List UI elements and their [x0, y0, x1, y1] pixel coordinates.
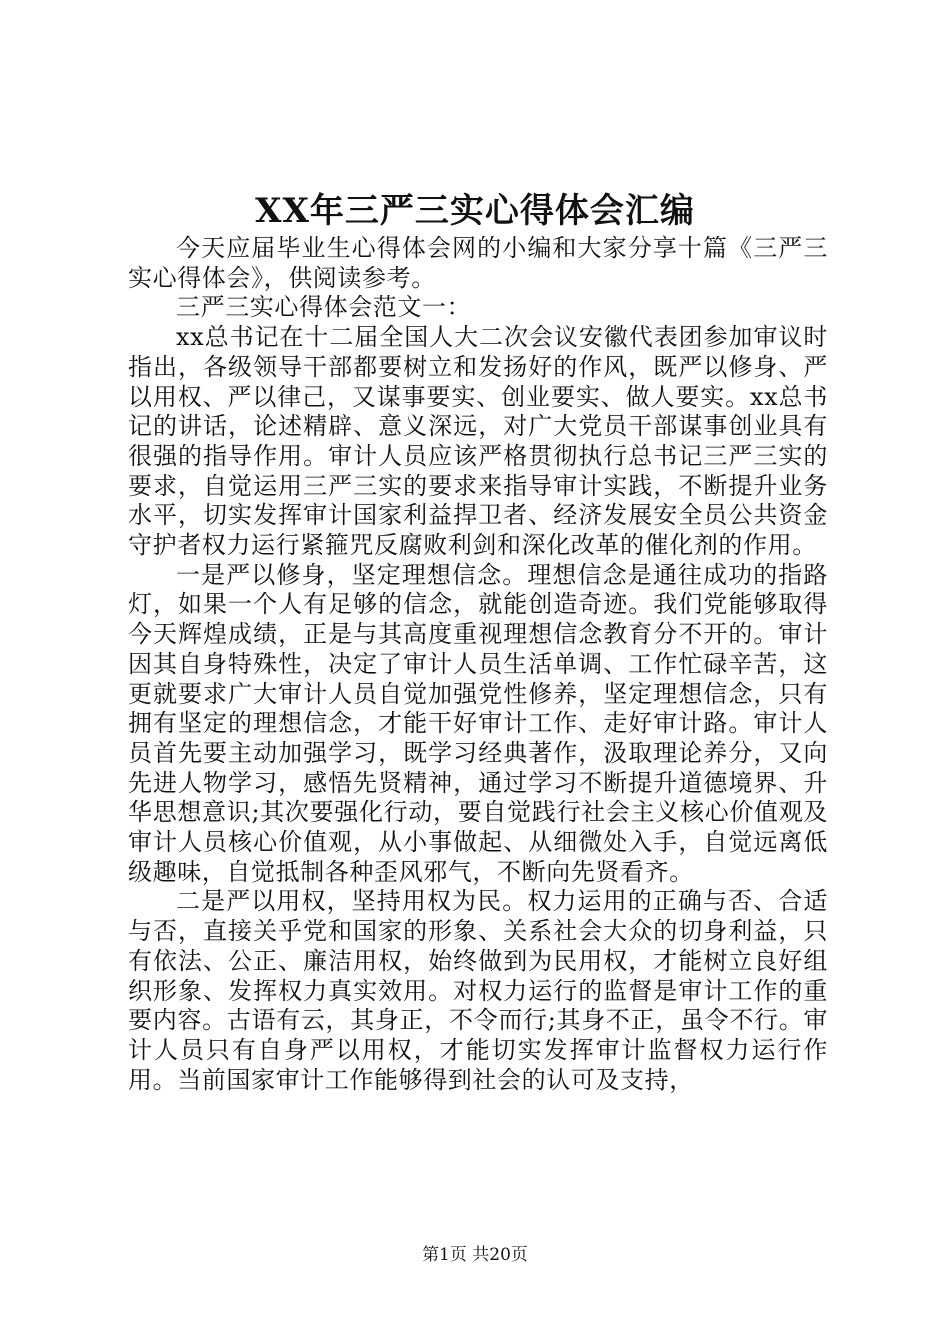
paragraph-body-3: 二是严以用权，坚持用权为民。权力运用的正确与否、合适与否，直接关乎党和国家的形象、关系社会大众的切身利益，只有依法、公正、廉洁用权，始终做到为民用权，才能树立良好组织形象、发挥权力真实效用。对权力运行的监督是审计工作的重要内容。古语有云，其身正，不令而行;其身不正，虽令不行。审计人员只有自身严以用权，才能切实发挥审计监督权力运行作用。当前国家审计工作能够得到社会的认可及支持， [128, 887, 828, 1094]
document-title: XX年三严三实心得体会汇编 [255, 191, 695, 231]
paragraph-intro: 今天应届毕业生心得体会网的小编和大家分享十篇《三严三实心得体会》，供阅读参考。 [128, 234, 828, 292]
document-body [128, 234, 828, 1095]
page-number-footer: 第1页 共20页 [422, 1245, 528, 1265]
paragraph-body-1: xx总书记在十二届全国人大二次会议安徽代表团参加审议时指出，各级领导干部都要树立和发扬好的作风，既严以修身、严以用权、严以律己，又谋事要实、创业要实、做人要实。xx总书记的讲话，论述精辟、意义深远，对广大党员干部谋事创业具有很强的指导作用。审计人员应该严格贯彻执行总书记三严三实的要求，自觉运用三严三实的要求来指导审计实践，不断提升业务水平，切实发挥审计国家利益捍卫者、经济发展安全员公共资金守护者权力运行紧箍咒反腐败利剑和深化改革的催化剂的作用。 [128, 323, 828, 560]
paragraph-body-2: 一是严以修身，坚定理想信念。理想信念是通往成功的指路灯，如果一个人有足够的信念，就能创造奇迹。我们党能够取得今天辉煌成绩，正是与其高度重视理想信念教育分不开的。审计因其自身特殊性，决定了审计人员生活单调、工作忙碌辛苦，这更就要求广大审计人员自觉加强党性修养，坚定理想信念，只有拥有坚定的理想信念，才能干好审计工作、走好审计路。审计人员首先要主动加强学习，既学习经典著作，汲取理论养分，又向先进人物学习，感悟先贤精神，通过学习不断提升道德境界、升华思想意识;其次要强化行动，要自觉践行社会主义核心价值观及审计人员核心价值观，从小事做起、从细微处入手，自觉远离低级趣味，自觉抵制各种歪风邪气，不断向先贤看齐。 [128, 560, 828, 886]
paragraph-section-heading: 三严三实心得体会范文一： [176, 293, 472, 322]
